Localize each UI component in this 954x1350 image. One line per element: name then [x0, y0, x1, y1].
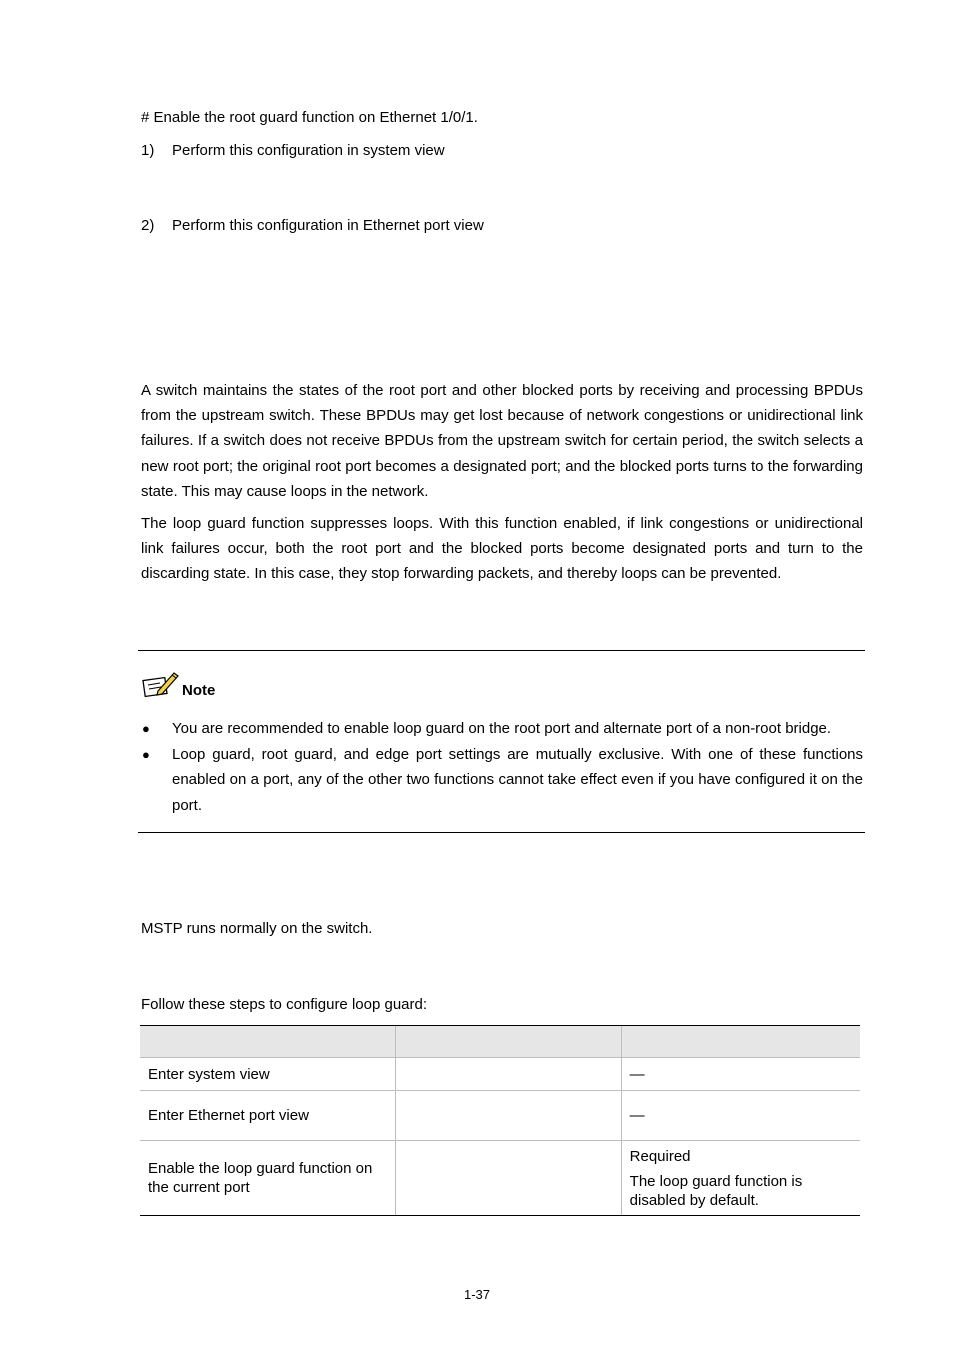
table-header-cell	[140, 1026, 396, 1058]
operation-cell: Enter Ethernet port view	[140, 1091, 396, 1141]
configuration-table	[140, 1025, 860, 1216]
command-cell	[396, 1141, 621, 1216]
step-text: Perform this configuration in system view	[172, 142, 445, 159]
description-cell	[621, 1141, 860, 1216]
note-bullet-item	[141, 742, 863, 818]
table-header-row	[140, 1026, 860, 1058]
command-cell	[396, 1058, 621, 1091]
bullet-text: Loop guard, root guard, and edge port settings are mutually exclusive. With one of these functions enabled on a port, any of the other two functions cannot take effect even if you have configured it on the port.	[172, 746, 863, 814]
table-header-cell	[621, 1026, 860, 1058]
step-text: Perform this configuration in Ethernet port view	[172, 217, 484, 234]
description-cell: —	[621, 1058, 860, 1091]
description-line: Required	[629, 1147, 691, 1165]
bullet-dot-icon: ●	[142, 747, 150, 763]
command-cell	[396, 1091, 621, 1141]
note-bullet-item	[141, 716, 863, 741]
step-number: 1)	[141, 142, 155, 159]
page-number: 1-37	[463, 1287, 491, 1302]
note-bullet-list	[141, 716, 863, 819]
description-line: The loop guard function is disabled by default.	[629, 1172, 803, 1209]
body-paragraph-1: A switch maintains the states of the root port and other blocked ports by receiving and processing BPDUs from the upstream switch. These BPDUs may get lost because of network congestions or unidirectional link failures. If a switch does not receive BPDUs from the upstream switch for certain period, the switch selects a new root port; the original root port becomes a designated port; and the blocked ports turns to the forwarding state. This may cause loops in the network.	[141, 382, 863, 500]
note-title: Note	[182, 682, 216, 699]
operation-cell: Enable the loop guard function on the current port	[140, 1141, 396, 1216]
table-row	[140, 1141, 860, 1216]
note-pencil-icon	[142, 669, 180, 703]
step-item-2	[141, 217, 484, 234]
bullet-text: You are recommended to enable loop guard on the root port and alternate port of a non-root bridge.	[172, 720, 832, 737]
table-header-cell	[396, 1026, 621, 1058]
step-number: 2)	[141, 217, 155, 234]
steps-intro-text: Follow these steps to configure loop guard:	[141, 996, 428, 1013]
step-item-1	[141, 142, 445, 159]
description-cell: —	[621, 1091, 860, 1141]
bullet-dot-icon: ●	[142, 721, 150, 736]
operation-cell: Enter system view	[140, 1058, 396, 1091]
table-row	[140, 1091, 860, 1141]
example-heading: # Enable the root guard function on Ethernet 1/0/1.	[141, 109, 478, 126]
note-top-rule	[138, 650, 865, 651]
note-bottom-rule	[138, 832, 865, 833]
prerequisite-text: MSTP runs normally on the switch.	[141, 920, 373, 937]
body-paragraph-2: The loop guard function suppresses loops. With this function enabled, if link congestions or unidirectional link failures occur, both the root port and the blocked ports become designated ports and turn to the discarding state. In this case, they stop forwarding packets, and thereby loops can be prevented.	[141, 515, 863, 583]
table-row	[140, 1058, 860, 1091]
